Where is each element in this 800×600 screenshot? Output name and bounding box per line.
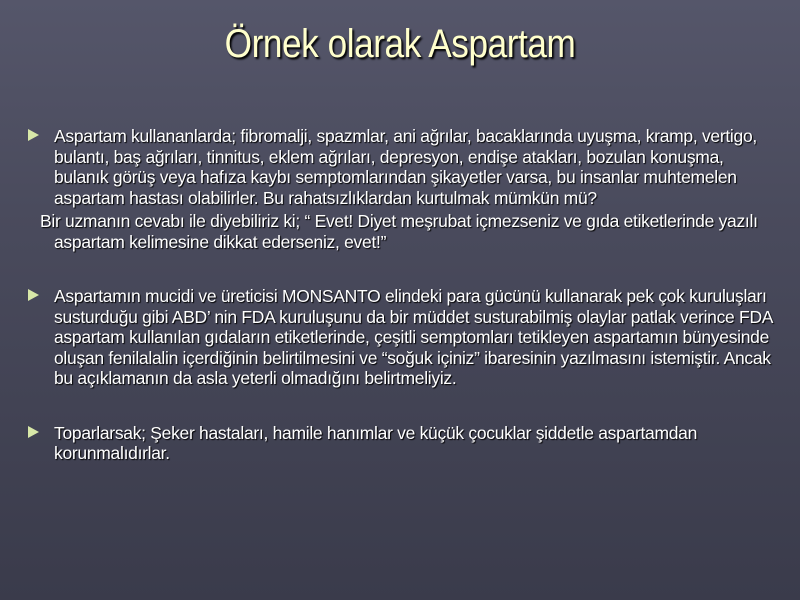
triangle-bullet-icon: [28, 426, 39, 438]
triangle-bullet-icon: [28, 289, 39, 301]
triangle-bullet-icon: [28, 129, 39, 141]
bullet-text: Aspartam kullananlarda; fibromalji, spazmlar, ani ağrılar, bacaklarında uyuşma, kramp, vertigo, bulantı, baş ağrıları, tinnitus, eklem ağrıları, depresyon, endişe atakları, bozulan konuşma, bulanık görüş veya hafıza kaybı semptomlarından şikayetler varsa, bu insanlar muhtemelen aspartam hastası olabilirler. Bu rahatsızlıklardan kurtulmak mümkün mü?: [54, 126, 757, 208]
bullet-text: Toparlarsak; Şeker hastaları, hamile hanımlar ve küçük çocuklar şiddetle aspartamdan korunmalıdırlar.: [54, 422, 698, 463]
bullet-text: Aspartamın mucidi ve üreticisi MONSANTO elindeki para gücünü kullanarak pek çok kuruluşları susturduğu gibi ABD’ nin FDA kuruluşunu da bir müddet susturabilmiş olaylar patlak verince FDA aspartam kullanılan gıdaların etiketlerinde, çeşitli semptomları tetikleyen aspartamın bünyesinde oluşan fenilalalin içerdiğinin belirtilmesini ve “soğuk içiniz” ibaresinin yazılmasını istemiştir. Ancak bu açıklamanın da asla yeterli olmadığını belirtmeliyiz.: [54, 286, 773, 388]
bullet-continuation: Bir uzmanın cevabı ile diyebiliriz ki; “ Evet! Diyet meşrubat içmezseniz ve gıda etiketlerinde yazılı aspartam kelimesine dikkat ederseniz, evet!”: [40, 211, 758, 252]
bullet-item: [26, 286, 776, 389]
bullet-item: [26, 126, 776, 208]
bullet-item: [26, 423, 776, 464]
slide-content: [26, 126, 776, 464]
slide-title: Örnek olarak Aspartam: [224, 22, 576, 66]
